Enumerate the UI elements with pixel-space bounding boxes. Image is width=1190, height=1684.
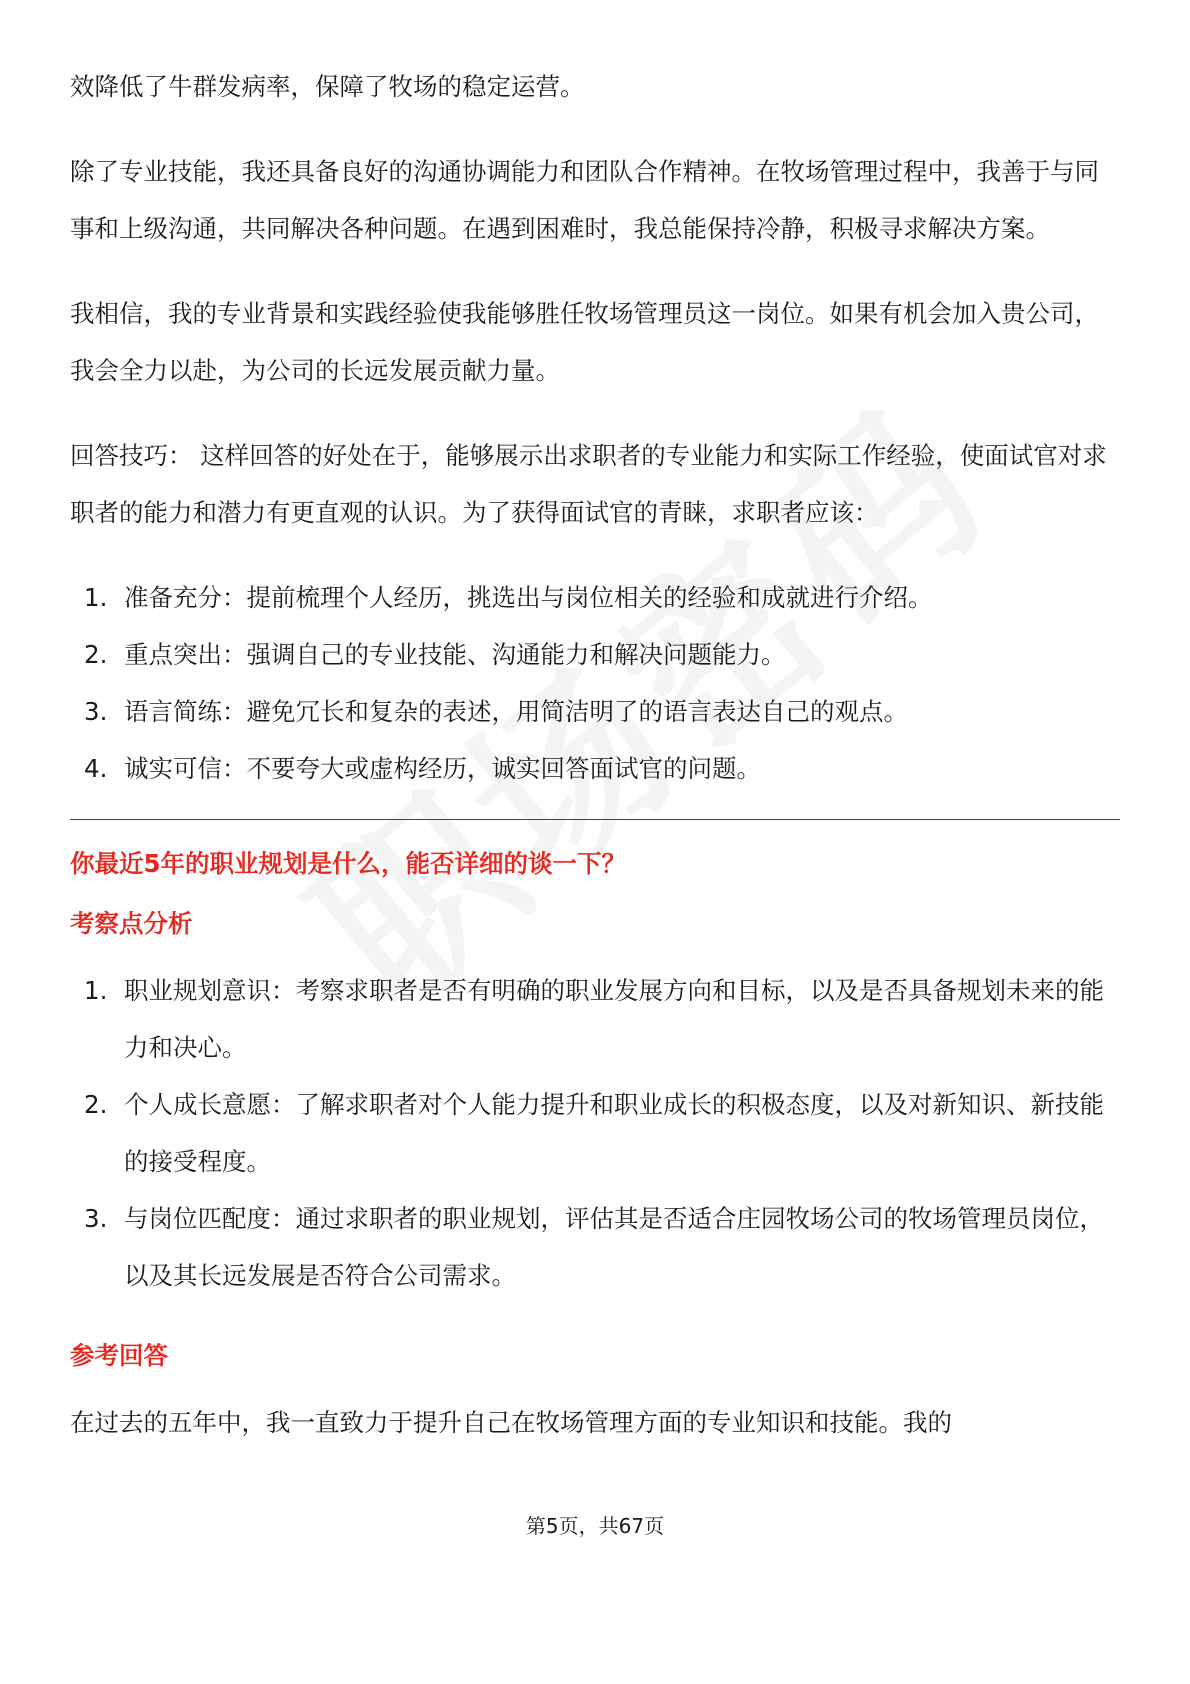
analysis-list bbox=[70, 962, 1120, 1304]
list-number: 1. bbox=[84, 583, 108, 612]
list-item-text: 准备充分：提前梳理个人经历，挑选出与岗位相关的经验和成就进行介绍。 bbox=[124, 583, 933, 612]
paragraph: 除了专业技能，我还具备良好的沟通协调能力和团队合作精神。在牧场管理过程中，我善于与同事和上级沟通，共同解决各种问题。在遇到困难时，我总能保持冷静，积极寻求解决方案。 bbox=[70, 157, 1099, 243]
list-item-text: 与岗位匹配度：通过求职者的职业规划，评估其是否适合庄园牧场公司的牧场管理员岗位，以及其长远发展是否符合公司需求。 bbox=[124, 1204, 1104, 1290]
page-footer: 第5页，共67页 bbox=[525, 1514, 665, 1538]
page-content bbox=[70, 58, 1120, 1479]
list-item bbox=[70, 569, 1120, 626]
list-item bbox=[70, 683, 1120, 740]
list-item-text: 个人成长意愿：了解求职者对个人能力提升和职业成长的积极态度，以及对新知识、新技能的接受程度。 bbox=[124, 1090, 1104, 1176]
list-number: 3. bbox=[84, 1204, 108, 1233]
analysis-heading: 考察点分析 bbox=[70, 909, 193, 938]
list-number: 1. bbox=[84, 976, 108, 1005]
paragraph: 我相信，我的专业背景和实践经验使我能够胜任牧场管理员这一岗位。如果有机会加入贵公司，我会全力以赴，为公司的长远发展贡献力量。 bbox=[70, 299, 1099, 385]
list-number: 2. bbox=[84, 640, 108, 669]
list-item bbox=[70, 1190, 1120, 1304]
list-number: 3. bbox=[84, 697, 108, 726]
section-divider bbox=[70, 819, 1120, 820]
list-number: 2. bbox=[84, 1090, 108, 1119]
answer-tips-paragraph: 回答技巧： 这样回答的好处在于，能够展示出求职者的专业能力和实际工作经验，使面试官对求职者的能力和潜力有更直观的认识。为了获得面试官的青睐，求职者应该： bbox=[70, 441, 1107, 527]
answer-paragraph: 在过去的五年中，我一直致力于提升自己在牧场管理方面的专业知识和技能。我的 bbox=[70, 1408, 952, 1437]
list-item-text: 重点突出：强调自己的专业技能、沟通能力和解决问题能力。 bbox=[124, 640, 786, 669]
paragraph: 效降低了牛群发病率，保障了牧场的稳定运营。 bbox=[70, 72, 585, 101]
list-item-text: 诚实可信：不要夸大或虚构经历，诚实回答面试官的问题。 bbox=[124, 754, 761, 783]
list-item bbox=[70, 1076, 1120, 1190]
list-number: 4. bbox=[84, 754, 108, 783]
question-heading: 你最近5年的职业规划是什么，能否详细的谈一下？ bbox=[70, 849, 627, 878]
list-item bbox=[70, 962, 1120, 1076]
list-item-text: 职业规划意识：考察求职者是否有明确的职业发展方向和目标，以及是否具备规划未来的能力和决心。 bbox=[124, 976, 1104, 1062]
tips-list bbox=[70, 569, 1120, 797]
answer-heading: 参考回答 bbox=[70, 1341, 168, 1370]
list-item bbox=[70, 740, 1120, 797]
list-item bbox=[70, 626, 1120, 683]
list-item-text: 语言简练：避免冗长和复杂的表述，用简洁明了的语言表达自己的观点。 bbox=[124, 697, 908, 726]
